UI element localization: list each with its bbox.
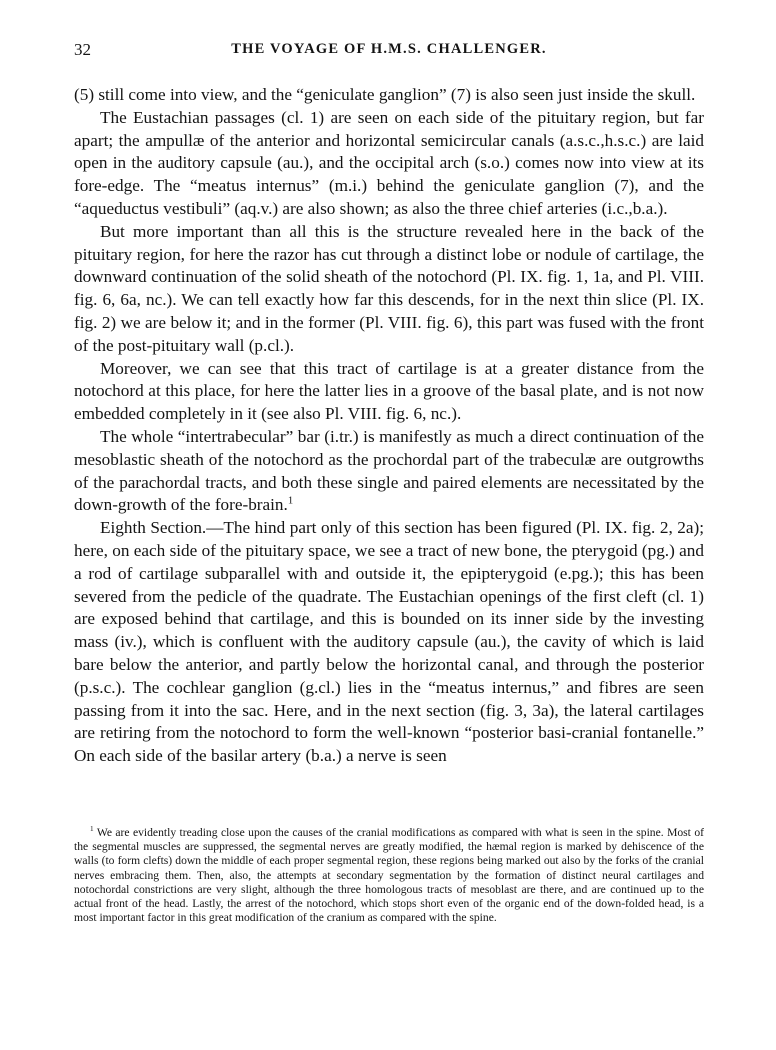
paragraph-notochord-distance: Moreover, we can see that this tract of cartilage is at a greater distance from the notochord at this place, for here the latter lies in a groove of the basal plate, and is not now embedded completely in it (see also Pl. VIII. fig. 6, nc.). [74, 358, 704, 424]
footnote [74, 826, 704, 925]
page-header [74, 40, 704, 62]
page-number: 32 [74, 40, 91, 59]
footnote-reference: 1 [287, 495, 294, 507]
paragraph-eustachian-passages: The Eustachian passages (cl. 1) are seen on each side of the pituitary region, but far apart; the ampullæ of the anterior and horizontal semicircular canals (a.s.c.,h.s.c.) are laid open in the auditory capsule (au.), and the occipital arch (s.o.) comes now into view at its fore-edge. The “meatus internus” (m.i.) behind the geniculate ganglion (7), and the “aqueductus vestibuli” (aq.v.) are also shown; as also the three chief arteries (i.c.,b.a.). [74, 107, 704, 218]
footnote-text: We are evidently treading close upon the causes of the cranial modifications as compared with what is seen in the spine. Most of the segmental muscles are suppressed, the segmental nerves are greatly modified, the hæmal region is marked by dehiscence of the walls (to form clefts) down the middle of each proper segmental region, these regions being marked out also by the forks of the cranial nerves embracing them. Then, also, the attempts at secondary segmentation by the formation of distinct neural cartilages and notochordal constrictions are very slight, although the three homologous tracts of mesoblast are there, and are continued up to the actual front of the head. Lastly, the arrest of the notochord, which stops short even of the organic end of the down-folded head, is a most important factor in this great modification of the cranium as compared with the spine. [74, 826, 704, 925]
footnote-marker: 1 [90, 825, 94, 834]
footnotes [74, 826, 704, 925]
paragraph-intertrabecular-bar [74, 426, 704, 517]
body-text [74, 84, 704, 768]
paragraph-pituitary-structure: But more important than all this is the structure revealed here in the back of the pituitary region, for here the razor has cut through a distinct lobe or nodule of cartilage, the downward continuation of the solid sheath of the notochord (Pl. IX. fig. 1, 1a, and Pl. VIII. fig. 6, 6a, nc.). We can tell exactly how far this descends, for in the next thin slice (Pl. IX. fig. 2) we are below it; and in the former (Pl. VIII. fig. 6), this part was fused with the front of the post-pituitary wall (p.cl.). [74, 221, 704, 355]
paragraph-eighth-section: Eighth Section.—The hind part only of this section has been figured (Pl. IX. fig. 2, 2a); here, on each side of the pituitary space, we see a tract of new bone, the pterygoid (pg.) and a rod of cartilage subparallel with and outside it, the epipterygoid (e.pg.); this has been severed from the pedicle of the quadrate. The Eustachian openings of the first cleft (cl. 1) are exposed behind that cartilage, and this is bounded on its inner side by the investing mass (iv.), which is confluent with the auditory capsule (au.), the cavity of which is laid bare below the anterior, and partly below the horizontal canal, and through the posterior (p.s.c.). The cochlear ganglion (g.cl.) lies in the “meatus internus,” and fibres are seen passing from it into the sac. Here, and in the next section (fig. 3, 3a), the lateral cartilages are retiring from the notochord to form the well-known “posterior basi-cranial fontanelle.” On each side of the basilar artery (b.a.) a nerve is seen [74, 518, 704, 766]
running-title: THE VOYAGE OF H.M.S. CHALLENGER. [231, 41, 547, 57]
paragraph-text: The whole “intertrabecular” bar (i.tr.) is manifestly as much a direct continuation of the mesoblastic sheath of the notochord as the prochordal part of the trabeculæ are outgrowths of the parachordal tracts, and both these single and paired elements are necessitated by the down-growth of the fore-brain. [74, 426, 704, 515]
paragraph-continuation: (5) still come into view, and the “geniculate ganglion” (7) is also seen just inside the skull. [74, 85, 696, 104]
